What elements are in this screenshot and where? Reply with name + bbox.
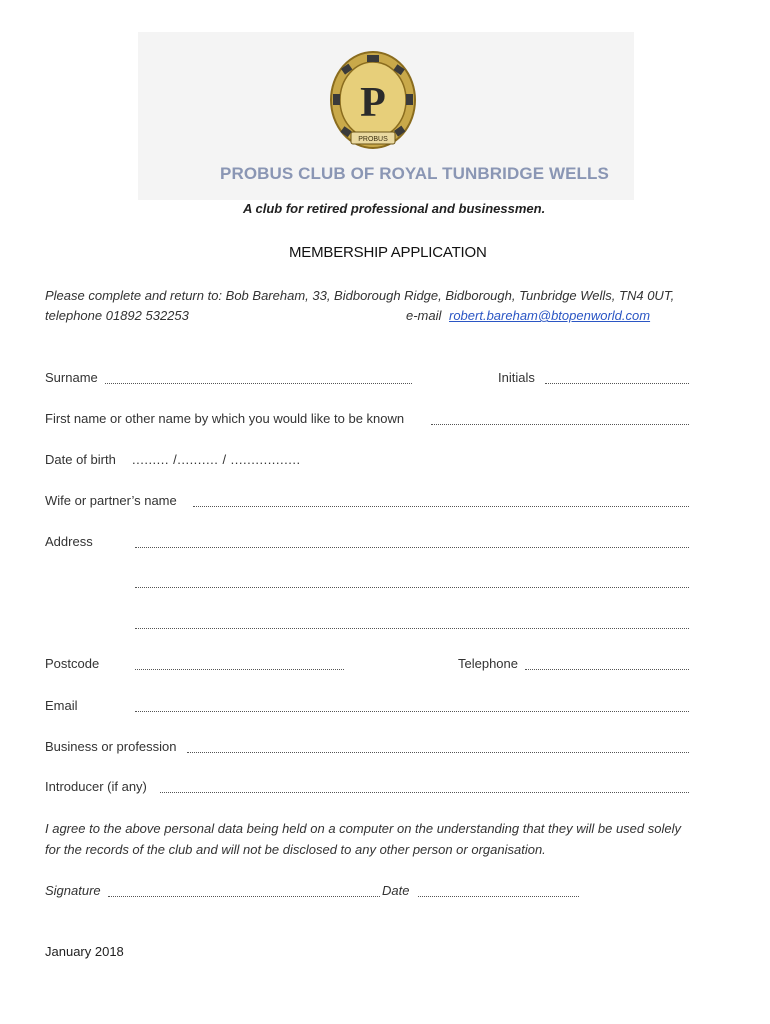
consent-line-2: for the records of the club and will not be disclosed to any other person or organisation. [45, 842, 546, 857]
business-label: Business or profession [45, 739, 177, 754]
initials-field[interactable] [545, 383, 689, 384]
first-name-label: First name or other name by which you would like to be known [45, 411, 405, 426]
consent-line-1: I agree to the above personal data being held on a computer on the understanding that they will be used solely [45, 821, 681, 836]
introducer-label: Introducer (if any) [45, 779, 147, 794]
first-name-field[interactable] [431, 424, 689, 425]
date-field[interactable] [418, 896, 579, 897]
dob-label: Date of birth [45, 452, 116, 467]
footer-date: January 2018 [45, 944, 124, 959]
email-label: Email [45, 698, 78, 713]
address-line-1[interactable] [135, 547, 689, 548]
telephone-field[interactable] [525, 669, 689, 670]
dob-field[interactable]: ......... /.......... / ................. [132, 452, 301, 467]
tagline: A club for retired professional and businessmen. [243, 201, 546, 216]
logo-ring-text: PROBUS [358, 136, 388, 143]
address-line-3[interactable] [135, 628, 689, 629]
surname-field[interactable] [105, 383, 412, 384]
introducer-field[interactable] [160, 792, 689, 793]
header-banner [138, 32, 634, 200]
partner-label: Wife or partner’s name [45, 493, 177, 508]
return-address: Please complete and return to: Bob Bareham, 33, Bidborough Ridge, Bidborough, Tunbridge Wells, TN4 0UT, [45, 288, 675, 303]
contact-email-label: e-mail [406, 308, 442, 323]
initials-label: Initials [498, 370, 535, 385]
surname-label: Surname [45, 370, 98, 385]
telephone-label: Telephone [458, 656, 518, 671]
page-title: MEMBERSHIP APPLICATION [289, 244, 487, 261]
postcode-field[interactable] [135, 669, 344, 670]
signature-label: Signature [45, 883, 101, 898]
logo-letter: P [360, 80, 386, 126]
probus-logo [328, 50, 418, 154]
contact-email-link[interactable]: robert.bareham@btopenworld.com [449, 308, 651, 323]
contact-telephone: telephone 01892 532253 [45, 308, 189, 323]
business-field[interactable] [187, 752, 689, 753]
signature-field[interactable] [108, 896, 380, 897]
postcode-label: Postcode [45, 656, 100, 671]
email-field[interactable] [135, 711, 689, 712]
address-line-2[interactable] [135, 587, 689, 588]
partner-field[interactable] [193, 506, 689, 507]
date-label: Date [382, 883, 410, 898]
club-name: PROBUS CLUB OF ROYAL TUNBRIDGE WELLS [220, 164, 609, 183]
address-label: Address [45, 534, 93, 549]
